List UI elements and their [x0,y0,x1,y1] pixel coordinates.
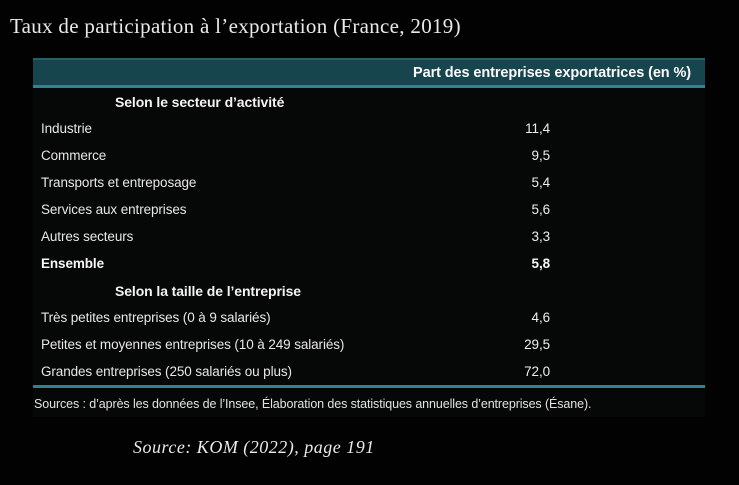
row-value: 72,0 [524,364,550,379]
row-label: Industrie [41,121,92,136]
table-row [33,358,705,385]
section-header-sector: Selon le secteur d’activité [115,93,285,110]
export-participation-table [33,58,705,417]
table-row-ensemble [33,250,705,277]
row-label: Petites et moyennes entreprises (10 à 249 salariés) [41,337,345,352]
row-label: Transports et entreposage [41,175,197,190]
table-header-label: Part des entreprises exportatrices (en %) [413,64,691,81]
table-row [33,196,705,223]
footer-citation: Source: KOM (2022), page 191 [133,437,375,457]
table-row [33,331,705,358]
table-row [33,223,705,250]
table-bottom-rule [33,385,705,388]
row-value: 4,6 [531,310,550,325]
table-row [33,142,705,169]
table-row [33,304,705,331]
table-header-bar [33,58,705,88]
row-label: Commerce [41,148,107,163]
row-value: 29,5 [524,337,550,352]
row-label: Ensemble [41,256,104,271]
table-row [33,169,705,196]
row-label: Services aux entreprises [41,202,187,217]
row-label: Grandes entreprises (250 salariés ou plus) [41,364,292,379]
row-value: 5,4 [531,175,550,190]
row-value: 5,6 [531,202,550,217]
table-sources-note: Sources : d’après les données de l’Insee, Élaboration des statistiques annuelles d’entreprises (Ésane). [34,397,592,411]
row-value: 11,4 [525,121,550,136]
row-value: 3,3 [531,229,550,244]
page-title: Taux de participation à l’exportation (France, 2019) [10,14,461,38]
row-value: 9,5 [531,148,550,163]
section-header-size: Selon la taille de l’entreprise [115,282,301,299]
row-label: Autres secteurs [41,229,134,244]
row-label: Très petites entreprises (0 à 9 salariés) [41,310,271,325]
row-value: 5,8 [531,256,550,271]
table-row [33,115,705,142]
